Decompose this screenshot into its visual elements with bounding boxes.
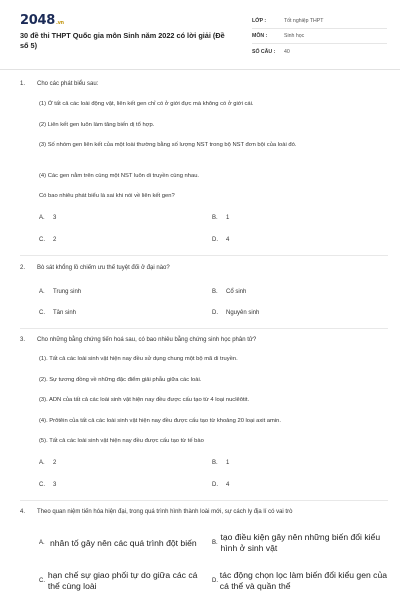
option-text: 4 — [226, 482, 230, 488]
meta-row-count — [252, 44, 387, 59]
statement: (4) Các gen nằm trên cùng một NST luôn di truyền cùng nhau. — [39, 173, 200, 179]
document-title: 30 đề thi THPT Quốc gia môn Sinh năm 2022 có lời giải (Đề số 5) — [20, 31, 225, 50]
option-a[interactable] — [39, 289, 81, 295]
option-text: Nguyên sinh — [226, 310, 260, 316]
option-key: C. — [39, 310, 45, 316]
meta-key: SỐ CÂU : — [252, 48, 276, 55]
meta-value: Tốt nghiệp THPT — [284, 18, 324, 24]
option-d[interactable] — [212, 568, 390, 594]
option-text: 3 — [53, 215, 57, 221]
question-1 — [20, 80, 388, 89]
option-key: B. — [212, 215, 218, 221]
statement: (2). Sự tương đồng về những đặc điểm giải phẫu giữa các loài. — [39, 377, 202, 383]
document-meta — [252, 14, 387, 59]
question-stem: Theo quan niệm tiến hóa hiện đại, trong quá trình hình thành loài mới, sự cách ly địa lí có vai trò — [37, 509, 293, 515]
statement: (3) Số nhóm gen liên kết của một loài thường bằng số lượng NST trong bộ NST đơn bội của loài đó. — [39, 142, 297, 148]
statement: (5). Tất cả các loài sinh vật hiện nay đều được cấu tạo từ tế bào — [39, 438, 204, 444]
option-d[interactable] — [212, 310, 259, 316]
question-4 — [20, 508, 388, 517]
option-text: 4 — [226, 237, 230, 243]
logo-suffix: .vn — [55, 20, 64, 26]
option-text: 1 — [226, 215, 230, 221]
statement: Có bao nhiêu phát biểu là sai khi nói về liên kết gen? — [39, 193, 175, 199]
option-d[interactable] — [212, 482, 229, 488]
option-text: tác động chọn lọc làm biến đổi kiểu gen của cá thể và quần thể — [219, 570, 388, 591]
document-header — [0, 0, 400, 70]
option-text: Trung sinh — [53, 289, 82, 295]
option-text: nhân tố gây nên các quá trình đột biến — [50, 537, 197, 548]
site-logo[interactable] — [20, 13, 64, 28]
option-key: A. — [39, 540, 45, 546]
logo-text: 2048 — [20, 13, 55, 28]
option-text: tạo điều kiện gây nên những biến đổi kiểu hình ở sinh vật — [220, 532, 381, 553]
option-a[interactable] — [39, 530, 209, 556]
meta-value: 40 — [284, 48, 290, 55]
option-b[interactable] — [212, 215, 229, 221]
question-stem: Cho các phát biểu sau: — [37, 81, 99, 87]
option-text: 3 — [53, 482, 57, 488]
option-key: D. — [212, 482, 218, 488]
question-divider — [20, 500, 388, 501]
option-c[interactable] — [39, 310, 76, 316]
option-key: D. — [212, 578, 218, 584]
option-c[interactable] — [39, 237, 56, 243]
meta-value: Sinh học — [284, 33, 305, 39]
option-text: Cổ sinh — [226, 289, 247, 295]
option-key: C. — [39, 578, 45, 584]
question-number: 2. — [20, 265, 26, 271]
option-key: D. — [212, 310, 218, 316]
option-key: B. — [212, 289, 218, 295]
meta-row-class — [252, 14, 387, 29]
question-number: 4. — [20, 509, 26, 515]
option-b[interactable] — [212, 289, 246, 295]
meta-row-subject — [252, 29, 387, 44]
statement: (4). Prôtêin của tất cả các loài sinh vật hiện nay đều được cấu tạo từ khoảng 20 loại axit amin. — [39, 418, 281, 424]
option-a[interactable] — [39, 460, 56, 466]
question-number: 3. — [20, 337, 26, 343]
option-key: A. — [39, 460, 45, 466]
option-b[interactable] — [212, 460, 229, 466]
option-d[interactable] — [212, 237, 229, 243]
question-divider — [20, 255, 388, 256]
option-key: A. — [39, 215, 45, 221]
option-b[interactable] — [212, 530, 390, 556]
question-stem: Bò sát khổng lồ chiếm ưu thế tuyệt đối ở đại nào? — [37, 265, 170, 271]
question-stem: Cho những bằng chứng tiến hoá sau, có bao nhiêu bằng chứng sinh học phân tử? — [37, 337, 257, 343]
question-2 — [20, 264, 388, 273]
option-text: 2 — [53, 460, 57, 466]
meta-key: LỚP : — [252, 18, 267, 24]
statement: (1). Tất cả các loài sinh vật hiện nay đều sử dụng chung một bộ mã di truyền. — [39, 356, 238, 362]
option-text: 1 — [226, 460, 230, 466]
option-key: B. — [212, 540, 218, 546]
option-c[interactable] — [39, 482, 56, 488]
option-key: B. — [212, 460, 218, 466]
option-text: 2 — [53, 237, 57, 243]
statement: (3). ADN của tất cả các loài sinh vật hiện nay đều được cấu tạo từ 4 loại nuclêôtit. — [39, 397, 250, 403]
option-text: hạn chế sự giao phối tự do giữa các cá thể cùng loài — [47, 570, 198, 591]
statement: (1) Ở tất cả các loài động vật, liên kết gen chỉ có ở giới đực mà không có ở giới cái. — [39, 101, 254, 107]
option-key: C. — [39, 237, 45, 243]
option-text: Tân sinh — [53, 310, 77, 316]
option-key: D. — [212, 237, 218, 243]
question-divider — [20, 328, 388, 329]
meta-key: MÔN : — [252, 33, 268, 39]
option-key: A. — [39, 289, 45, 295]
statement: (2) Liên kết gen luôn làm tăng biến dị tổ hợp. — [39, 122, 155, 128]
question-3 — [20, 336, 388, 345]
option-a[interactable] — [39, 215, 56, 221]
option-c[interactable] — [39, 568, 209, 594]
question-number: 1. — [20, 81, 26, 87]
option-key: C. — [39, 482, 45, 488]
